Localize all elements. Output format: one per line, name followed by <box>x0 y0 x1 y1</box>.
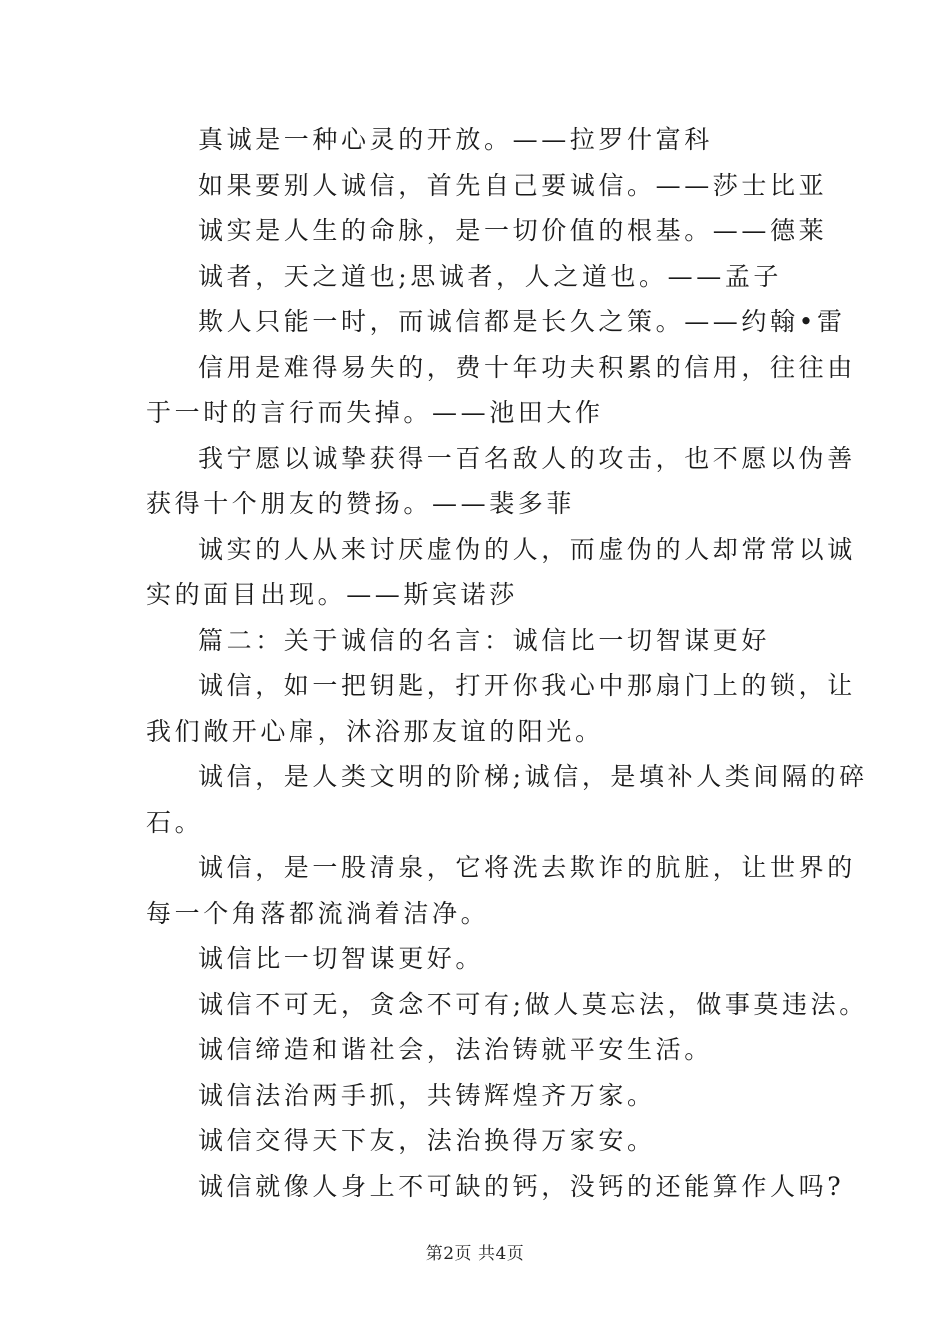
text-line: 于一时的言行而失掉。——池田大作 <box>146 398 604 427</box>
text-line: 我们敞开心扉，沐浴那友谊的阳光。 <box>146 716 604 746</box>
text-line: 真诚是一种心灵的开放。——拉罗什富科 <box>198 125 713 154</box>
text-line: 诚信，如一把钥匙，打开你我心中那扇门上的锁，让 <box>198 671 856 700</box>
text-line: 实的面目出现。——斯宾诺莎 <box>146 580 518 609</box>
text-line: 每一个角落都流淌着洁净。 <box>146 898 490 928</box>
text-line: 诚者，天之道也;思诚者，人之道也。——孟子 <box>198 261 783 291</box>
document-body <box>146 117 868 1209</box>
text-line: 如果要别人诚信，首先自己要诚信。——莎士比亚 <box>198 170 828 200</box>
text-line: 石。 <box>146 807 204 837</box>
text-line: 获得十个朋友的赞扬。——裴多菲 <box>146 489 576 518</box>
section-heading: 篇二：关于诚信的名言：诚信比一切智谋更好 <box>198 625 771 655</box>
text-line: 诚信缔造和谐社会，法治铸就平安生活。 <box>198 1035 713 1064</box>
text-line: 诚实是人生的命脉，是一切价值的根基。——德莱 <box>198 216 828 245</box>
text-line: 我宁愿以诚挚获得一百名敌人的攻击，也不愿以伪善 <box>198 443 856 473</box>
text-line: 诚信交得天下友，法治换得万家安。 <box>198 1126 656 1155</box>
text-line: 诚信法治两手抓，共铸辉煌齐万家。 <box>198 1080 656 1110</box>
text-line: 诚信，是一股清泉，它将洗去欺诈的肮脏，让世界的 <box>198 853 856 882</box>
text-line: 诚信比一切智谋更好。 <box>198 944 485 973</box>
text-line: 信用是难得易失的，费十年功夫积累的信用，往往由 <box>198 352 856 382</box>
text-line: 诚实的人从来讨厌虚伪的人，而虚伪的人却常常以诚 <box>198 534 856 564</box>
page-number-footer: 第2页 共4页 <box>425 1244 525 1264</box>
text-line: 欺人只能一时，而诚信都是长久之策。——约翰•雷 <box>198 307 846 336</box>
text-line: 诚信不可无，贪念不可有;做人莫忘法，做事莫违法。 <box>198 989 868 1019</box>
text-line: 诚信，是人类文明的阶梯;诚信，是填补人类间隔的碎 <box>198 762 868 791</box>
text-line: 诚信就像人身上不可缺的钙，没钙的还能算作人吗? <box>198 1171 845 1201</box>
